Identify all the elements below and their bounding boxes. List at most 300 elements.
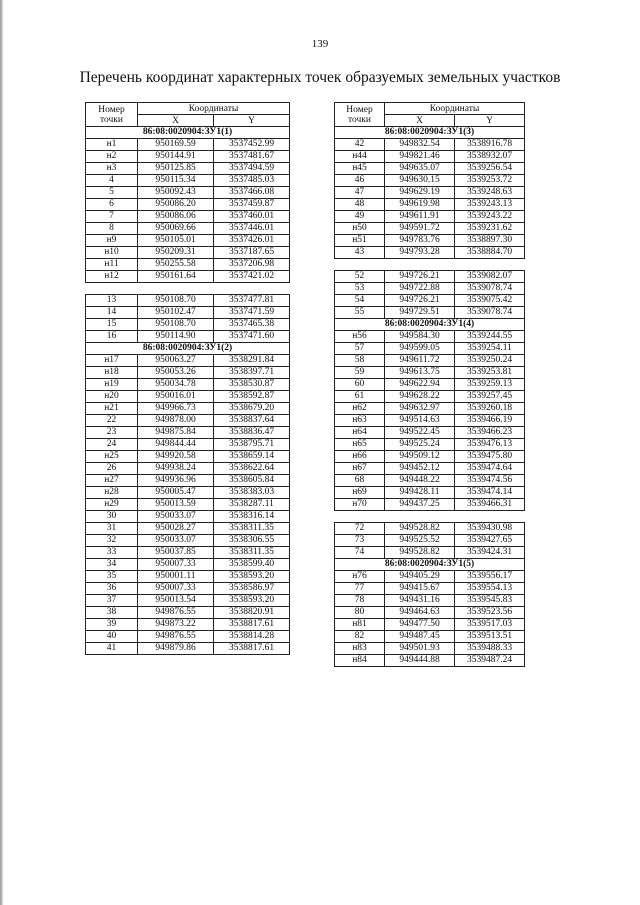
- coord-x: 950063.27: [138, 355, 214, 367]
- coord-x: 949821.46: [385, 151, 455, 163]
- coord-x: 949415.67: [385, 583, 455, 595]
- coordinate-row: [335, 487, 525, 499]
- coord-x: 950028.27: [138, 523, 214, 535]
- coord-x: 950016.01: [138, 391, 214, 403]
- coord-y: 3538306.55: [214, 535, 290, 547]
- header-point-number: Номер точки: [335, 103, 385, 127]
- coordinate-row: [335, 451, 525, 463]
- coord-x: 949437.25: [385, 499, 455, 511]
- coordinate-row: [86, 523, 290, 535]
- coord-x: 949876.55: [138, 631, 214, 643]
- coordinate-row: [335, 535, 525, 547]
- coordinate-row: [86, 559, 290, 571]
- coordinate-row: [86, 643, 290, 655]
- point-number: 54: [335, 295, 385, 307]
- coordinate-row: [335, 427, 525, 439]
- point-number: н11: [86, 259, 138, 271]
- coord-y: 3537471.60: [214, 331, 290, 343]
- coord-x: 949487.45: [385, 631, 455, 643]
- coord-y: 3539517.03: [455, 619, 525, 631]
- coord-y: 3538679.20: [214, 403, 290, 415]
- coord-y: 3539243.22: [455, 211, 525, 223]
- point-number: 30: [86, 511, 138, 523]
- coord-x: 950037.85: [138, 547, 214, 559]
- coordinate-row: [335, 295, 525, 307]
- coord-x: 949584.30: [385, 331, 455, 343]
- coordinate-row: [335, 235, 525, 247]
- coordinate-row: [335, 187, 525, 199]
- coord-x: 949452.12: [385, 463, 455, 475]
- coord-x: 949632.97: [385, 403, 455, 415]
- coordinate-row: [86, 427, 290, 439]
- coordinate-row: [86, 163, 290, 175]
- point-number: н19: [86, 379, 138, 391]
- coord-x: 950033.07: [138, 511, 214, 523]
- section-header: 86:08:0020904:ЗУ1(5): [335, 559, 525, 571]
- point-number: 48: [335, 199, 385, 211]
- coord-y: 3538836.47: [214, 427, 290, 439]
- point-number: н21: [86, 403, 138, 415]
- coord-x: 950125.85: [138, 163, 214, 175]
- coord-x: 950086.20: [138, 199, 214, 211]
- coordinate-row: [335, 595, 525, 607]
- coordinate-row: [86, 571, 290, 583]
- coord-x: 950114.90: [138, 331, 214, 343]
- coord-y: 3539078.74: [455, 283, 525, 295]
- coord-y: 3539466.19: [455, 415, 525, 427]
- coord-x: 949464.63: [385, 607, 455, 619]
- coord-y: 3538291.84: [214, 355, 290, 367]
- coordinate-row: [335, 223, 525, 235]
- coord-x: 949591.72: [385, 223, 455, 235]
- section-row: [335, 559, 525, 571]
- coord-y: 3538605.84: [214, 475, 290, 487]
- coord-x: 950007.33: [138, 559, 214, 571]
- coord-y: 3539253.72: [455, 175, 525, 187]
- coord-y: 3539427.65: [455, 535, 525, 547]
- coord-y: 3539475.80: [455, 451, 525, 463]
- section-row: [335, 127, 525, 139]
- coordinate-row: [335, 367, 525, 379]
- coordinate-row: [86, 583, 290, 595]
- coord-y: 3539075.42: [455, 295, 525, 307]
- section-row: [86, 343, 290, 355]
- coord-x: 949509.12: [385, 451, 455, 463]
- coord-x: 949722.88: [385, 283, 455, 295]
- point-number: н64: [335, 427, 385, 439]
- coord-y: 3539248.63: [455, 187, 525, 199]
- coord-x: 949528.82: [385, 523, 455, 535]
- coord-y: 3539424.31: [455, 547, 525, 559]
- coord-x: 949522.45: [385, 427, 455, 439]
- header-y: Y: [214, 115, 290, 127]
- point-number: н56: [335, 331, 385, 343]
- coord-y: 3539476.13: [455, 439, 525, 451]
- coord-x: 949525.24: [385, 439, 455, 451]
- coord-x: 949622.94: [385, 379, 455, 391]
- coord-x: 949726.21: [385, 271, 455, 283]
- coordinate-row: [86, 511, 290, 523]
- coord-y: 3539545.83: [455, 595, 525, 607]
- point-number: 55: [335, 307, 385, 319]
- coordinate-row: [86, 211, 290, 223]
- coord-y: 3539078.74: [455, 307, 525, 319]
- coord-y: 3539523.56: [455, 607, 525, 619]
- coord-y: 3539466.31: [455, 499, 525, 511]
- point-number: 4: [86, 175, 138, 187]
- coordinate-row: [335, 643, 525, 655]
- coord-x: 950034.78: [138, 379, 214, 391]
- coordinate-row: [335, 163, 525, 175]
- coordinate-row: [86, 367, 290, 379]
- coordinate-row: [86, 631, 290, 643]
- coordinate-row: [335, 475, 525, 487]
- point-number: н9: [86, 235, 138, 247]
- coord-y: 3539243.13: [455, 199, 525, 211]
- coord-y: 3538311.35: [214, 523, 290, 535]
- coordinate-row: [335, 283, 525, 295]
- point-number: 23: [86, 427, 138, 439]
- point-number: н45: [335, 163, 385, 175]
- point-number: 53: [335, 283, 385, 295]
- coord-x: 949878.00: [138, 415, 214, 427]
- coord-y: 3538599.40: [214, 559, 290, 571]
- coord-x: 949448.22: [385, 475, 455, 487]
- page-number: 139: [311, 38, 329, 50]
- coord-y: 3538622.64: [214, 463, 290, 475]
- coord-y: 3539256.54: [455, 163, 525, 175]
- coord-x: 950209.31: [138, 247, 214, 259]
- coordinate-row: [86, 199, 290, 211]
- coordinate-row: [86, 175, 290, 187]
- point-number: н2: [86, 151, 138, 163]
- point-number: 74: [335, 547, 385, 559]
- section-header: 86:08:0020904:ЗУ1(2): [86, 343, 290, 355]
- coordinate-row: [335, 571, 525, 583]
- point-number: 40: [86, 631, 138, 643]
- coordinate-row: [86, 319, 290, 331]
- coord-y: 3539259.13: [455, 379, 525, 391]
- coord-y: 3538383.03: [214, 487, 290, 499]
- point-number: 13: [86, 295, 138, 307]
- coord-y: 3538817.61: [214, 643, 290, 655]
- point-number: 33: [86, 547, 138, 559]
- point-number: 37: [86, 595, 138, 607]
- coordinate-row: [86, 379, 290, 391]
- coord-x: 950102.47: [138, 307, 214, 319]
- coord-y: 3537477.81: [214, 295, 290, 307]
- section-row: [86, 127, 290, 139]
- coord-x: 950001.11: [138, 571, 214, 583]
- point-number: н66: [335, 451, 385, 463]
- header-y: Y: [455, 115, 525, 127]
- point-number: 46: [335, 175, 385, 187]
- coordinate-row: [335, 199, 525, 211]
- coordinate-row: [335, 415, 525, 427]
- coordinate-row: [335, 583, 525, 595]
- coord-x: 949873.22: [138, 619, 214, 631]
- section-row: [335, 319, 525, 331]
- coordinate-row: [86, 547, 290, 559]
- section-header: 86:08:0020904:ЗУ1(1): [86, 127, 290, 139]
- point-number: н29: [86, 499, 138, 511]
- coord-y: 3538814.28: [214, 631, 290, 643]
- coordinate-row: [335, 247, 525, 259]
- coordinate-row: [335, 463, 525, 475]
- coord-x: 949793.28: [385, 247, 455, 259]
- coordinate-row: [86, 451, 290, 463]
- coord-y: 3539488.33: [455, 643, 525, 655]
- point-number: 80: [335, 607, 385, 619]
- coordinate-row: [335, 655, 525, 667]
- coord-y: 3539253.81: [455, 367, 525, 379]
- point-number: 73: [335, 535, 385, 547]
- coord-x: 950007.33: [138, 583, 214, 595]
- coord-y: 3538817.61: [214, 619, 290, 631]
- coordinate-row: [335, 139, 525, 151]
- point-number: н51: [335, 235, 385, 247]
- coord-x: 950161.64: [138, 271, 214, 283]
- point-number: н28: [86, 487, 138, 499]
- coord-y: 3539466.23: [455, 427, 525, 439]
- point-number: 22: [86, 415, 138, 427]
- point-number: н76: [335, 571, 385, 583]
- point-number: 16: [86, 331, 138, 343]
- point-number: 72: [335, 523, 385, 535]
- coord-y: 3538916.78: [455, 139, 525, 151]
- coord-y: 3537485.03: [214, 175, 290, 187]
- point-number: 39: [86, 619, 138, 631]
- coord-y: 3538593.20: [214, 571, 290, 583]
- coord-y: 3538287.11: [214, 499, 290, 511]
- point-number: 5: [86, 187, 138, 199]
- coord-y: 3538795.71: [214, 439, 290, 451]
- point-number: н20: [86, 391, 138, 403]
- coord-y: 3538311.35: [214, 547, 290, 559]
- coord-x: 949501.93: [385, 643, 455, 655]
- coord-y: 3538586.97: [214, 583, 290, 595]
- point-number: н50: [335, 223, 385, 235]
- section-header: 86:08:0020904:ЗУ1(3): [335, 127, 525, 139]
- blank-row: [335, 511, 525, 523]
- coord-x: 949477.50: [385, 619, 455, 631]
- coordinate-row: [86, 223, 290, 235]
- coord-x: 949629.19: [385, 187, 455, 199]
- point-number: н3: [86, 163, 138, 175]
- coord-y: 3539082.07: [455, 271, 525, 283]
- coord-x: 949431.16: [385, 595, 455, 607]
- coordinate-row: [86, 151, 290, 163]
- coordinate-row: [86, 187, 290, 199]
- coord-x: 950069.66: [138, 223, 214, 235]
- point-number: 57: [335, 343, 385, 355]
- coord-y: 3538897.30: [455, 235, 525, 247]
- coord-x: 949611.91: [385, 211, 455, 223]
- coord-x: 950105.01: [138, 235, 214, 247]
- coordinate-row: [335, 379, 525, 391]
- point-number: 82: [335, 631, 385, 643]
- coordinate-row: [86, 415, 290, 427]
- coordinate-row: [86, 403, 290, 415]
- coord-x: 950013.59: [138, 499, 214, 511]
- point-number: н44: [335, 151, 385, 163]
- coord-y: 3537466.08: [214, 187, 290, 199]
- coord-y: 3538659.14: [214, 451, 290, 463]
- coord-y: 3538932.07: [455, 151, 525, 163]
- coord-x: 949599.05: [385, 343, 455, 355]
- coord-y: 3539474.56: [455, 475, 525, 487]
- point-number: н27: [86, 475, 138, 487]
- coord-x: 950033.07: [138, 535, 214, 547]
- header-x: X: [138, 115, 214, 127]
- point-number: 32: [86, 535, 138, 547]
- point-number: н62: [335, 403, 385, 415]
- coord-y: 3537446.01: [214, 223, 290, 235]
- point-number: 6: [86, 199, 138, 211]
- point-number: н69: [335, 487, 385, 499]
- point-number: н65: [335, 439, 385, 451]
- coord-x: 950144.91: [138, 151, 214, 163]
- coord-y: 3539474.64: [455, 463, 525, 475]
- point-number: 31: [86, 523, 138, 535]
- coord-y: 3539260.18: [455, 403, 525, 415]
- coord-x: 950092.43: [138, 187, 214, 199]
- coord-x: 949729.51: [385, 307, 455, 319]
- coord-x: 950108.70: [138, 319, 214, 331]
- coordinate-row: [335, 631, 525, 643]
- coord-y: 3537426.01: [214, 235, 290, 247]
- point-number: 61: [335, 391, 385, 403]
- coord-x: 949783.76: [385, 235, 455, 247]
- coordinate-row: [335, 307, 525, 319]
- coordinate-row: [86, 475, 290, 487]
- point-number: 35: [86, 571, 138, 583]
- coordinate-row: [335, 619, 525, 631]
- coord-x: 949628.22: [385, 391, 455, 403]
- blank-separator: [335, 259, 525, 271]
- coord-y: 3539254.11: [455, 343, 525, 355]
- coord-y: 3537465.38: [214, 319, 290, 331]
- header-point-number: Номер точки: [86, 103, 138, 127]
- coord-x: 949938.24: [138, 463, 214, 475]
- coord-x: 949844.44: [138, 439, 214, 451]
- coord-y: 3539513.51: [455, 631, 525, 643]
- coordinate-row: [335, 331, 525, 343]
- blank-row: [86, 283, 290, 295]
- point-number: 58: [335, 355, 385, 367]
- coord-x: 949525.52: [385, 535, 455, 547]
- coordinates-table-right: [334, 102, 525, 667]
- coord-y: 3537187.65: [214, 247, 290, 259]
- coordinate-row: [335, 391, 525, 403]
- coordinate-row: [335, 403, 525, 415]
- coord-y: 3539257.45: [455, 391, 525, 403]
- point-number: 59: [335, 367, 385, 379]
- coordinate-row: [335, 271, 525, 283]
- header-coordinates: Координаты: [138, 103, 290, 115]
- point-number: 47: [335, 187, 385, 199]
- coordinate-row: [335, 607, 525, 619]
- coord-y: 3538884.70: [455, 247, 525, 259]
- point-number: н25: [86, 451, 138, 463]
- coord-x: 949635.07: [385, 163, 455, 175]
- point-number: 36: [86, 583, 138, 595]
- coord-x: 950255.58: [138, 259, 214, 271]
- coord-x: 949920.58: [138, 451, 214, 463]
- header-coordinates: Координаты: [385, 103, 525, 115]
- coord-y: 3539231.62: [455, 223, 525, 235]
- coordinate-row: [335, 355, 525, 367]
- coordinate-row: [86, 463, 290, 475]
- coord-x: 949514.63: [385, 415, 455, 427]
- coordinate-row: [335, 343, 525, 355]
- point-number: н1: [86, 139, 138, 151]
- coord-x: 949405.29: [385, 571, 455, 583]
- point-number: 77: [335, 583, 385, 595]
- coordinate-row: [86, 499, 290, 511]
- coordinate-row: [86, 259, 290, 271]
- point-number: 14: [86, 307, 138, 319]
- point-number: 49: [335, 211, 385, 223]
- page-title: Перечень координат характерных точек образуемых земельных участков: [79, 69, 561, 86]
- coord-y: 3539474.14: [455, 487, 525, 499]
- coord-y: 3538593.20: [214, 595, 290, 607]
- coord-y: 3537494.59: [214, 163, 290, 175]
- point-number: н81: [335, 619, 385, 631]
- coordinate-row: [86, 295, 290, 307]
- coord-y: 3537421.02: [214, 271, 290, 283]
- coord-y: 3538316.14: [214, 511, 290, 523]
- coord-y: 3537452.99: [214, 139, 290, 151]
- coord-x: 949879.86: [138, 643, 214, 655]
- coordinate-row: [86, 391, 290, 403]
- coord-x: 950053.26: [138, 367, 214, 379]
- coord-y: 3539250.24: [455, 355, 525, 367]
- coord-x: 949936.96: [138, 475, 214, 487]
- point-number: н10: [86, 247, 138, 259]
- coord-y: 3539556.17: [455, 571, 525, 583]
- coordinate-row: [86, 331, 290, 343]
- blank-separator: [335, 511, 525, 523]
- coordinate-row: [335, 439, 525, 451]
- point-number: 7: [86, 211, 138, 223]
- coord-x: 950005.47: [138, 487, 214, 499]
- section-header: 86:08:0020904:ЗУ1(4): [335, 319, 525, 331]
- coord-y: 3537206.98: [214, 259, 290, 271]
- coord-x: 949875.84: [138, 427, 214, 439]
- coord-x: 949611.72: [385, 355, 455, 367]
- coord-x: 950115.34: [138, 175, 214, 187]
- coord-x: 949630.15: [385, 175, 455, 187]
- point-number: н84: [335, 655, 385, 667]
- coord-y: 3539244.55: [455, 331, 525, 343]
- point-number: 26: [86, 463, 138, 475]
- coord-y: 3538397.71: [214, 367, 290, 379]
- point-number: н70: [335, 499, 385, 511]
- coord-x: 950086.06: [138, 211, 214, 223]
- coordinate-row: [335, 151, 525, 163]
- coord-x: 949876.55: [138, 607, 214, 619]
- point-number: н67: [335, 463, 385, 475]
- point-number: 8: [86, 223, 138, 235]
- point-number: 60: [335, 379, 385, 391]
- point-number: 42: [335, 139, 385, 151]
- coordinate-row: [335, 523, 525, 535]
- point-number: 38: [86, 607, 138, 619]
- coordinate-row: [86, 619, 290, 631]
- coordinate-row: [335, 547, 525, 559]
- header-x: X: [385, 115, 455, 127]
